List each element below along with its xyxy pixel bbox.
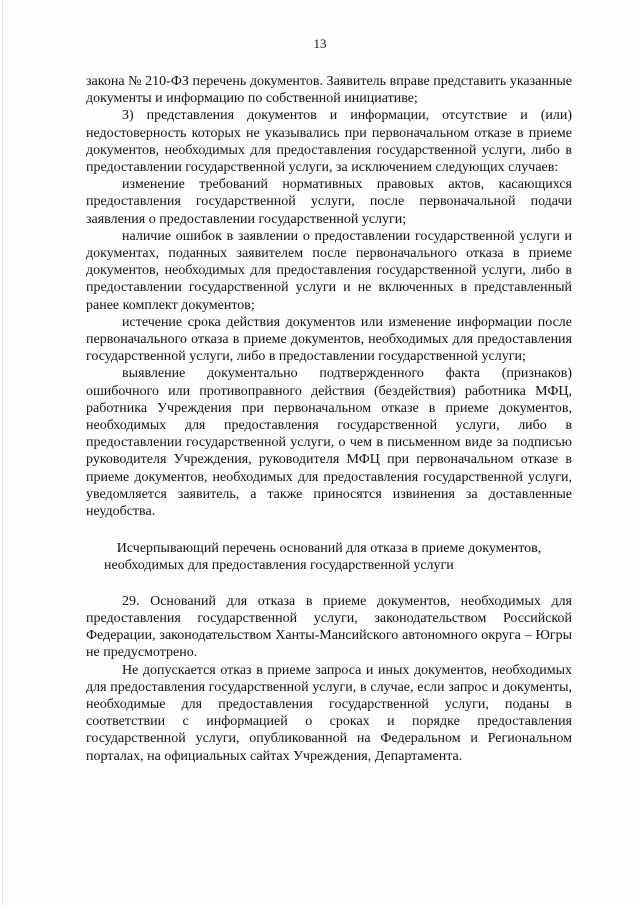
paragraph: истечение срока действия документов или изменение информации после первоначального отказа в приеме документов, необходимых для предоставления государственной услуги, либо в предоставлении государственной услуги; [86, 314, 572, 365]
paragraph: Не допускается отказ в приеме запроса и иных документов, необходимых для предоставления государственной услуги, в случае, если запрос и документы, необходимые для предоставления государственной услуги, поданы в соответствии с информацией о сроках и порядке предоставления государственной услуги, опубликованной на Федеральном и Региональном порталах, на официальных сайтах Учреждения, Департамента. [86, 662, 572, 764]
document-body [86, 73, 572, 765]
paragraph: выявление документально подтвержденного факта (признаков) ошибочного или противоправного действия (бездействия) работника МФЦ, работника Учреждения при первоначальном отказе в приеме документов, необходимых для предоставления государственной услуги, либо в предоставлении государственной услуги, о чем в письменном виде за подписью руководителя Учреждения, руководителя МФЦ при первоначальном отказе в приеме документов, необходимых для предоставления государственной услуги, уведомляется заявитель, а также приносятся извинения за доставленные неудобства. [86, 366, 572, 520]
page-number: 13 [313, 36, 327, 51]
section-heading: Исчерпывающий перечень оснований для отказа в приеме документов, необходимых для предоставления государственной услуги [104, 541, 542, 574]
paragraph: наличие ошибок в заявлении о предоставлении государственной услуги и документах, поданных заявителем после первоначального отказа в приеме документов, необходимых для предоставления государственной услуги, либо в предоставлении государственной услуги и не включенных в представленный ранее комплект документов; [86, 228, 572, 313]
paragraph: 29. Оснований для отказа в приеме документов, необходимых для предоставления государственной услуги, законодательством Российской Федерации, законодательством Ханты-Мансийского автономного округа – Югры не предусмотрено. [86, 593, 572, 661]
paragraph: 3) представления документов и информации, отсутствие и (или) недостоверность которых не указывались при первоначальном отказе в приеме документов, необходимых для предоставления государственной услуги, либо в предоставлении государственной услуги, за исключением следующих случаев: [86, 108, 572, 176]
paragraph: закона № 210-ФЗ перечень документов. Заявитель вправе представить указанные документы и информацию по собственной инициативе; [86, 74, 572, 107]
page-edge [2, 0, 3, 905]
paragraph: изменение требований нормативных правовых актов, касающихся предоставления государственной услуги, после первоначальной подачи заявления о предоставлении государственной услуги; [86, 177, 572, 227]
